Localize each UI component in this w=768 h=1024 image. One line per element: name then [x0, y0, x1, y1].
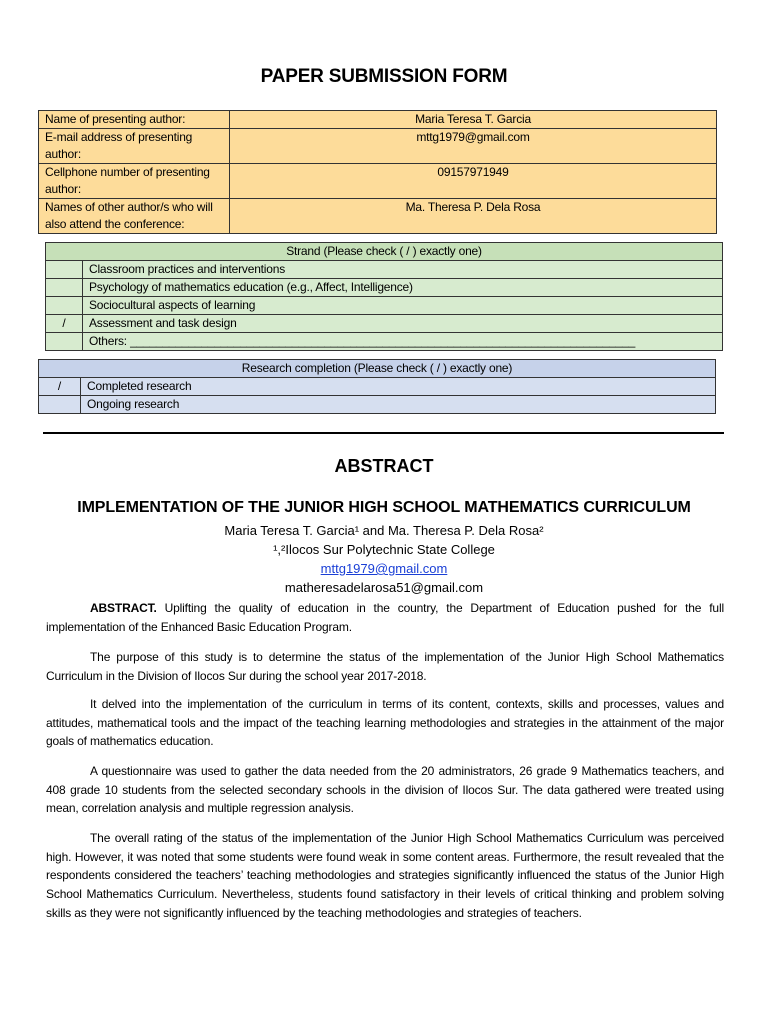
strand-header: [46, 243, 723, 261]
strand-option-row: [46, 333, 723, 351]
author-row: [39, 164, 717, 199]
abstract-heading: ABSTRACT: [334, 456, 434, 476]
form-title: PAPER SUBMISSION FORM: [260, 66, 508, 87]
author-row-label: Cellphone number of presenting author:: [39, 164, 230, 199]
author-row-value: Ma. Theresa P. Dela Rosa: [230, 199, 717, 234]
strand-option-row: [46, 279, 723, 297]
strand-option-label: Psychology of mathematics education (e.g., Affect, Intelligence): [83, 279, 723, 297]
paragraph-text: The purpose of this study is to determine the status of the implementation of the Junior High School Mathematics Curriculum in the Division of Ilocos Sur during the school year 2017-2018.: [46, 650, 724, 683]
abstract-paragraph: [46, 762, 724, 818]
strand-option-row: [46, 297, 723, 315]
strand-header-row: [46, 243, 723, 261]
authors-line: Maria Teresa T. Garcia¹ and Ma. Theresa P. Dela Rosa²: [224, 523, 544, 538]
abstract-paragraph: [46, 829, 724, 923]
research-option-row: [39, 378, 716, 396]
research-option-label: Completed research: [81, 378, 716, 396]
research-option-label: Ongoing research: [81, 396, 716, 414]
strand-checkbox[interactable]: [46, 279, 83, 297]
author-row: [39, 199, 717, 234]
strand-option-label: Assessment and task design: [83, 315, 723, 333]
author-row-label: E-mail address of presenting author:: [39, 129, 230, 164]
paragraph-text: The overall rating of the status of the implementation of the Junior High School Mathematics Curriculum was perceived high. However, it was noted that some students were found weak in some content areas. Furthermore, the result revealed that the respondents considered the teachers’ teaching methodologies and strategies significantly influenced the status of the Junior High School Mathematics Curriculum. Nevertheless, students found satisfactory in their levels of critical thinking and problem solving skills as they were not significantly influenced by the teaching methodologies and strategies of teachers.: [46, 831, 724, 920]
strand-table: [45, 242, 723, 351]
author-row-label: Name of presenting author:: [39, 111, 230, 129]
research-checkbox[interactable]: [39, 396, 81, 414]
strand-option-row: [46, 261, 723, 279]
research-checkbox[interactable]: /: [39, 378, 81, 396]
strand-checkbox[interactable]: [46, 333, 83, 351]
research-option-row: [39, 396, 716, 414]
author-row-value: mttg1979@gmail.com: [230, 129, 717, 164]
research-completion-table: [38, 359, 716, 414]
section-divider: [43, 432, 724, 434]
abstract-lead: ABSTRACT.: [90, 601, 157, 615]
email-link[interactable]: mttg1979@gmail.com: [320, 561, 448, 576]
strand-checkbox[interactable]: /: [46, 315, 83, 333]
author-info-table: [38, 110, 717, 234]
strand-header-note: (Please check ( / ) exactly one): [320, 244, 482, 258]
paragraph-text: It delved into the implementation of the curriculum in terms of its content, contexts, skills and processes, values and attitudes, mathematical tools and the impact of the teaching learning methodologies and strategies in the attainment of the major goals of mathematics education.: [46, 697, 724, 749]
strand-checkbox[interactable]: [46, 261, 83, 279]
research-header-bold: Research completion: [241, 361, 351, 375]
author-row-label: Names of other author/s who will also attend the conference:: [39, 199, 230, 234]
paragraph-text: Uplifting the quality of education in the country, the Department of Education pushed for the full implementation of the Enhanced Basic Education Program.: [46, 601, 724, 634]
research-header-row: [39, 360, 716, 378]
strand-option-row: [46, 315, 723, 333]
strand-option-label: Sociocultural aspects of learning: [83, 297, 723, 315]
research-header-note: (Please check ( / ) exactly one): [350, 361, 513, 375]
strand-option-label: Classroom practices and interventions: [83, 261, 723, 279]
strand-option-label: Others: ______________________________________________________________________________: [83, 333, 723, 351]
email-line: [0, 561, 768, 576]
abstract-paragraph: [46, 695, 724, 751]
affiliation: ¹,²Ilocos Sur Polytechnic State College: [273, 542, 495, 557]
second-email: matheresadelarosa51@gmail.com: [284, 580, 484, 595]
abstract-paragraph: [46, 599, 724, 636]
paper-title: IMPLEMENTATION OF THE JUNIOR HIGH SCHOOL MATHEMATICS CURRICULUM: [77, 499, 691, 516]
strand-checkbox[interactable]: [46, 297, 83, 315]
author-row: [39, 129, 717, 164]
strand-header-bold: Strand: [286, 244, 321, 258]
abstract-paragraph: [46, 648, 724, 685]
author-row: [39, 111, 717, 129]
author-row-value: 09157971949: [230, 164, 717, 199]
author-row-value: Maria Teresa T. Garcia: [230, 111, 717, 129]
paragraph-text: A questionnaire was used to gather the data needed from the 20 administrators, 26 grade 9 Mathematics teachers, and 408 grade 10 students from the selected secondary schools in the division of Ilocos Sur. The data gathered were treated using mean, correlation analysis and multiple regression analysis.: [46, 764, 724, 816]
research-header: [39, 360, 716, 378]
